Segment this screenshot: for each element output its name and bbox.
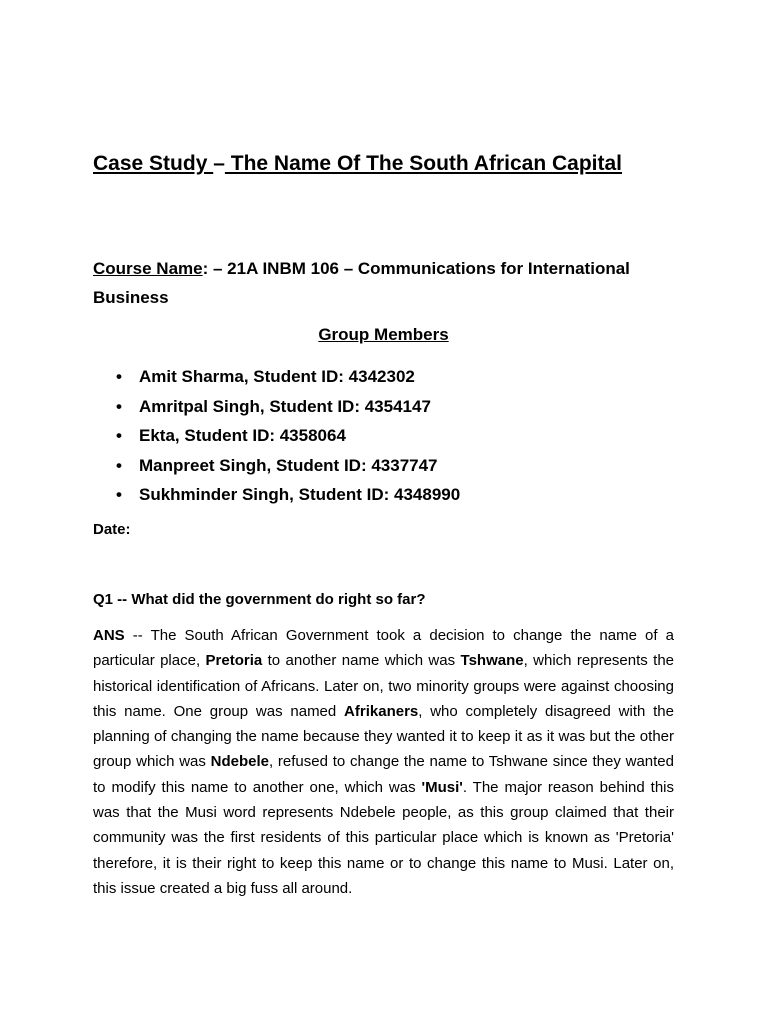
list-item <box>93 362 460 392</box>
title-dash: – <box>213 152 225 175</box>
answer-text: , refused to change the name to Tshwane since they wanted to modify this name to another one, which was <box>93 753 674 796</box>
answer-text: -- The South African Government took a decision to change the name of a particular place, <box>93 627 674 670</box>
member-name: Amit Sharma, Student ID: 4342302 <box>139 367 415 386</box>
list-item <box>93 480 460 510</box>
bullet-icon: • <box>116 367 122 386</box>
list-item <box>93 451 460 481</box>
course-name-value: : – 21A INBM 106 – Communications for International Business <box>93 259 630 307</box>
list-item <box>93 421 460 451</box>
member-name: Manpreet Singh, Student ID: 4337747 <box>139 455 438 475</box>
member-name: Amritpal Singh, Student ID: 4354147 <box>139 396 431 416</box>
answer-text: , who completely disagreed with the planning of changing the name because they wanted it to keep it as it was but the other group which was <box>93 702 674 771</box>
answer-ans-label: ANS <box>93 627 125 644</box>
date-label: Date: <box>93 521 131 538</box>
question-q1: Q1 -- What did the government do right so far? <box>93 591 426 608</box>
member-name: Ekta, Student ID: 4358064 <box>139 426 346 445</box>
answer-ndebele: Ndebele <box>210 753 269 771</box>
title-part-case-study: Case Study <box>93 152 214 175</box>
bullet-icon: • <box>116 426 122 445</box>
answer-musi: 'Musi' <box>421 778 463 796</box>
group-members-list <box>93 362 460 510</box>
list-item <box>93 392 460 422</box>
bullet-icon: • <box>116 455 122 475</box>
group-members-heading: Group Members <box>318 325 449 344</box>
answer-paragraph <box>93 623 674 901</box>
answer-text: . The major reason behind this was that the Musi word represents Ndebele people, as this group claimed that their community was the first residents of this particular place which is known as 'Pretoria' therefore, it is their right to keep this name or to change this name to Musi. Later on, this issue created a big fuss all around. <box>93 778 674 897</box>
course-name-line <box>93 254 674 312</box>
answer-tshwane: Tshwane <box>460 652 524 670</box>
member-name: Sukhminder Singh, Student ID: 4348990 <box>139 485 461 504</box>
answer-text: , which represents the historical identification of Africans. Later on, two minority groups were against choosing this name. One group was named <box>93 652 675 720</box>
bullet-icon: • <box>116 485 122 504</box>
bullet-icon: • <box>116 396 122 416</box>
title-part-name: The Name Of The South African Capital <box>224 152 623 175</box>
answer-pretoria: Pretoria <box>205 652 263 670</box>
answer-afrikaners: Afrikaners <box>344 702 419 720</box>
answer-text: to another name which was <box>262 652 461 670</box>
document-title <box>93 150 653 177</box>
course-name-label: Course Name <box>93 259 203 278</box>
